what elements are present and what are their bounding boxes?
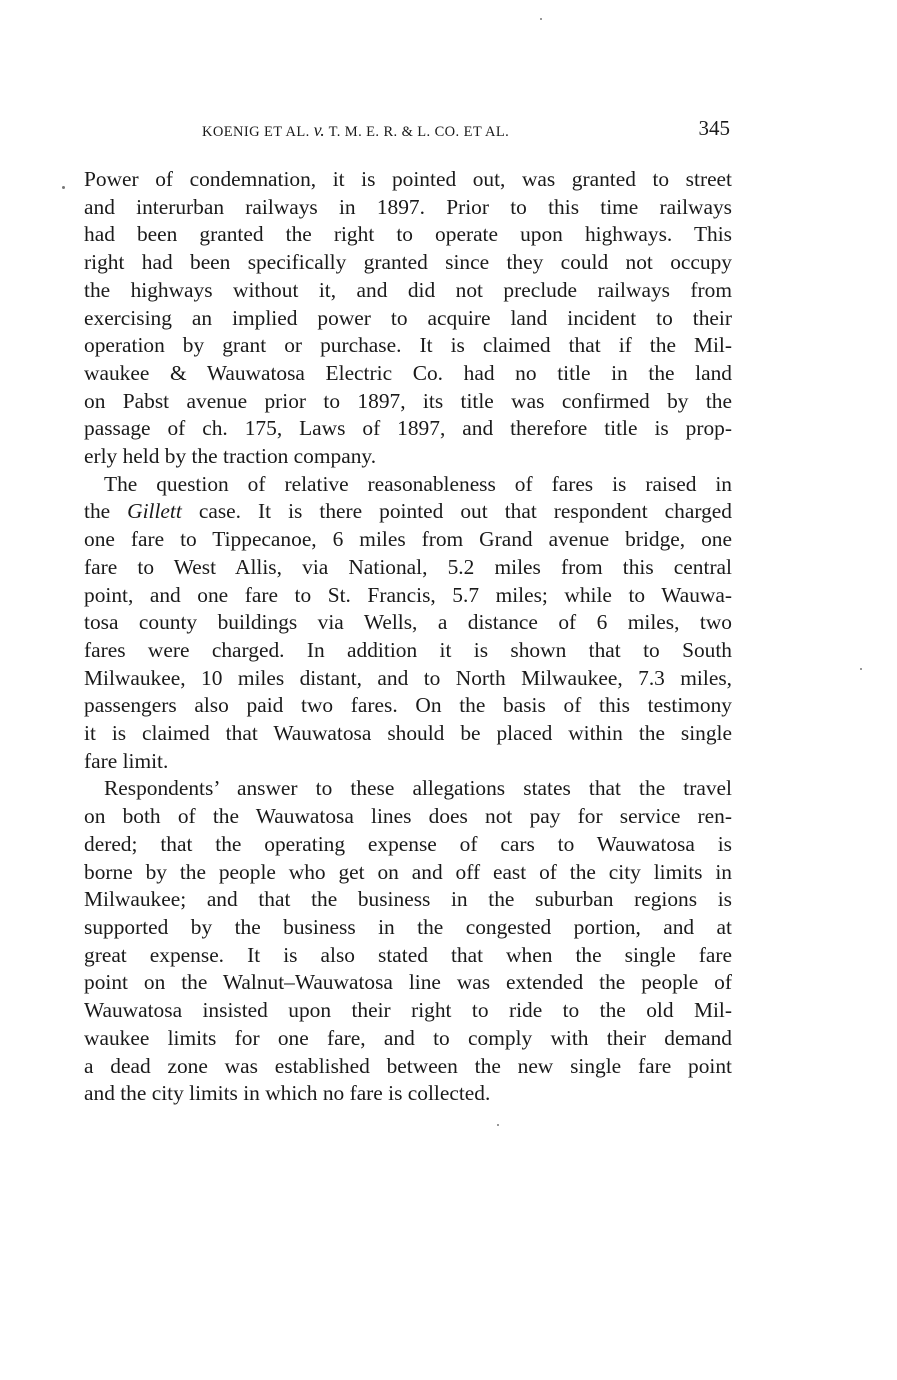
text-line: and interurban railways in 1897. Prior to this time railways [84, 194, 732, 219]
paragraph-3 [84, 775, 732, 1107]
case-name: Gillett [127, 499, 182, 524]
text-line: supported by the business in the congested portion, and at [84, 914, 732, 939]
print-speck [497, 1124, 499, 1126]
text-line: passage of ch. 175, Laws of 1897, and therefore title is prop- [84, 416, 732, 441]
text-line: Milwaukee, 10 miles distant, and to North Milwaukee, 7.3 miles, [84, 665, 732, 690]
print-speck [62, 186, 65, 189]
text-line: the highways without it, and did not preclude railways from [84, 277, 732, 302]
text-line: fare limit. [84, 748, 169, 773]
text-line: Wauwatosa insisted upon their right to ride to the old Mil- [84, 998, 732, 1023]
text-line: fares were charged. In addition it is shown that to South [84, 637, 732, 662]
text-line: dered; that the operating expense of cars to Wauwatosa is [84, 831, 732, 856]
text-line: on both of the Wauwatosa lines does not pay for service ren- [84, 804, 732, 829]
text-line: point, and one fare to St. Francis, 5.7 miles; while to Wauwa- [84, 582, 732, 607]
print-speck [860, 668, 862, 670]
text-line: Power of condemnation, it is pointed out, was granted to street [84, 167, 732, 191]
body-text [84, 166, 732, 1108]
running-title-respondents: T. M. E. R. & L. CO. ET AL. [324, 124, 510, 140]
running-title [202, 120, 509, 141]
text-line: right had been specifically granted since they could not occupy [84, 250, 732, 275]
paragraph-1 [84, 166, 732, 471]
text-fragment: case. It is there pointed out that respondent charged [181, 499, 732, 524]
running-title-parties: KOENIG ET AL. [202, 124, 314, 140]
text-line: passengers also paid two fares. On the basis of this testimony [84, 693, 732, 718]
text-line: erly held by the traction company. [84, 444, 377, 469]
print-speck [540, 18, 542, 20]
text-line: tosa county buildings via Wells, a distance of 6 miles, two [84, 610, 732, 635]
text-line: Respondents’ answer to these allegations states that the travel [104, 776, 732, 801]
text-line: great expense. It is also stated that when the single fare [84, 942, 732, 967]
page-number: 345 [698, 116, 730, 140]
text-line: borne by the people who get on and off east of the city limits in [84, 859, 732, 884]
text-line: one fare to Tippecanoe, 6 miles from Grand avenue bridge, one [84, 527, 732, 552]
text-line: waukee & Wauwatosa Electric Co. had no title in the land [84, 360, 732, 385]
running-head [84, 116, 732, 142]
text-line: it is claimed that Wauwatosa should be placed within the single [84, 721, 732, 746]
text-line: The question of relative reasonableness of fares is raised in [104, 471, 732, 496]
text-fragment: the [84, 499, 128, 524]
text-line: waukee limits for one fare, and to comply with their demand [84, 1025, 732, 1050]
text-line: a dead zone was established between the new single fare point [84, 1053, 732, 1078]
text-line-with-case-name [84, 498, 732, 526]
running-title-versus: v. [313, 120, 325, 140]
text-line: operation by grant or purchase. It is claimed that if the Mil- [84, 333, 732, 358]
text-line: Milwaukee; and that the business in the suburban regions is [84, 887, 732, 912]
text-line: fare to West Allis, via National, 5.2 miles from this central [84, 554, 732, 579]
text-line: on Pabst avenue prior to 1897, its title was confirmed by the [84, 388, 732, 413]
text-line: had been granted the right to operate upon highways. This [84, 222, 732, 247]
text-line: point on the Walnut–Wauwatosa line was extended the people of [84, 970, 732, 995]
text-line: and the city limits in which no fare is collected. [84, 1081, 491, 1106]
paragraph-2 [84, 471, 732, 776]
text-line: exercising an implied power to acquire land incident to their [84, 305, 732, 330]
